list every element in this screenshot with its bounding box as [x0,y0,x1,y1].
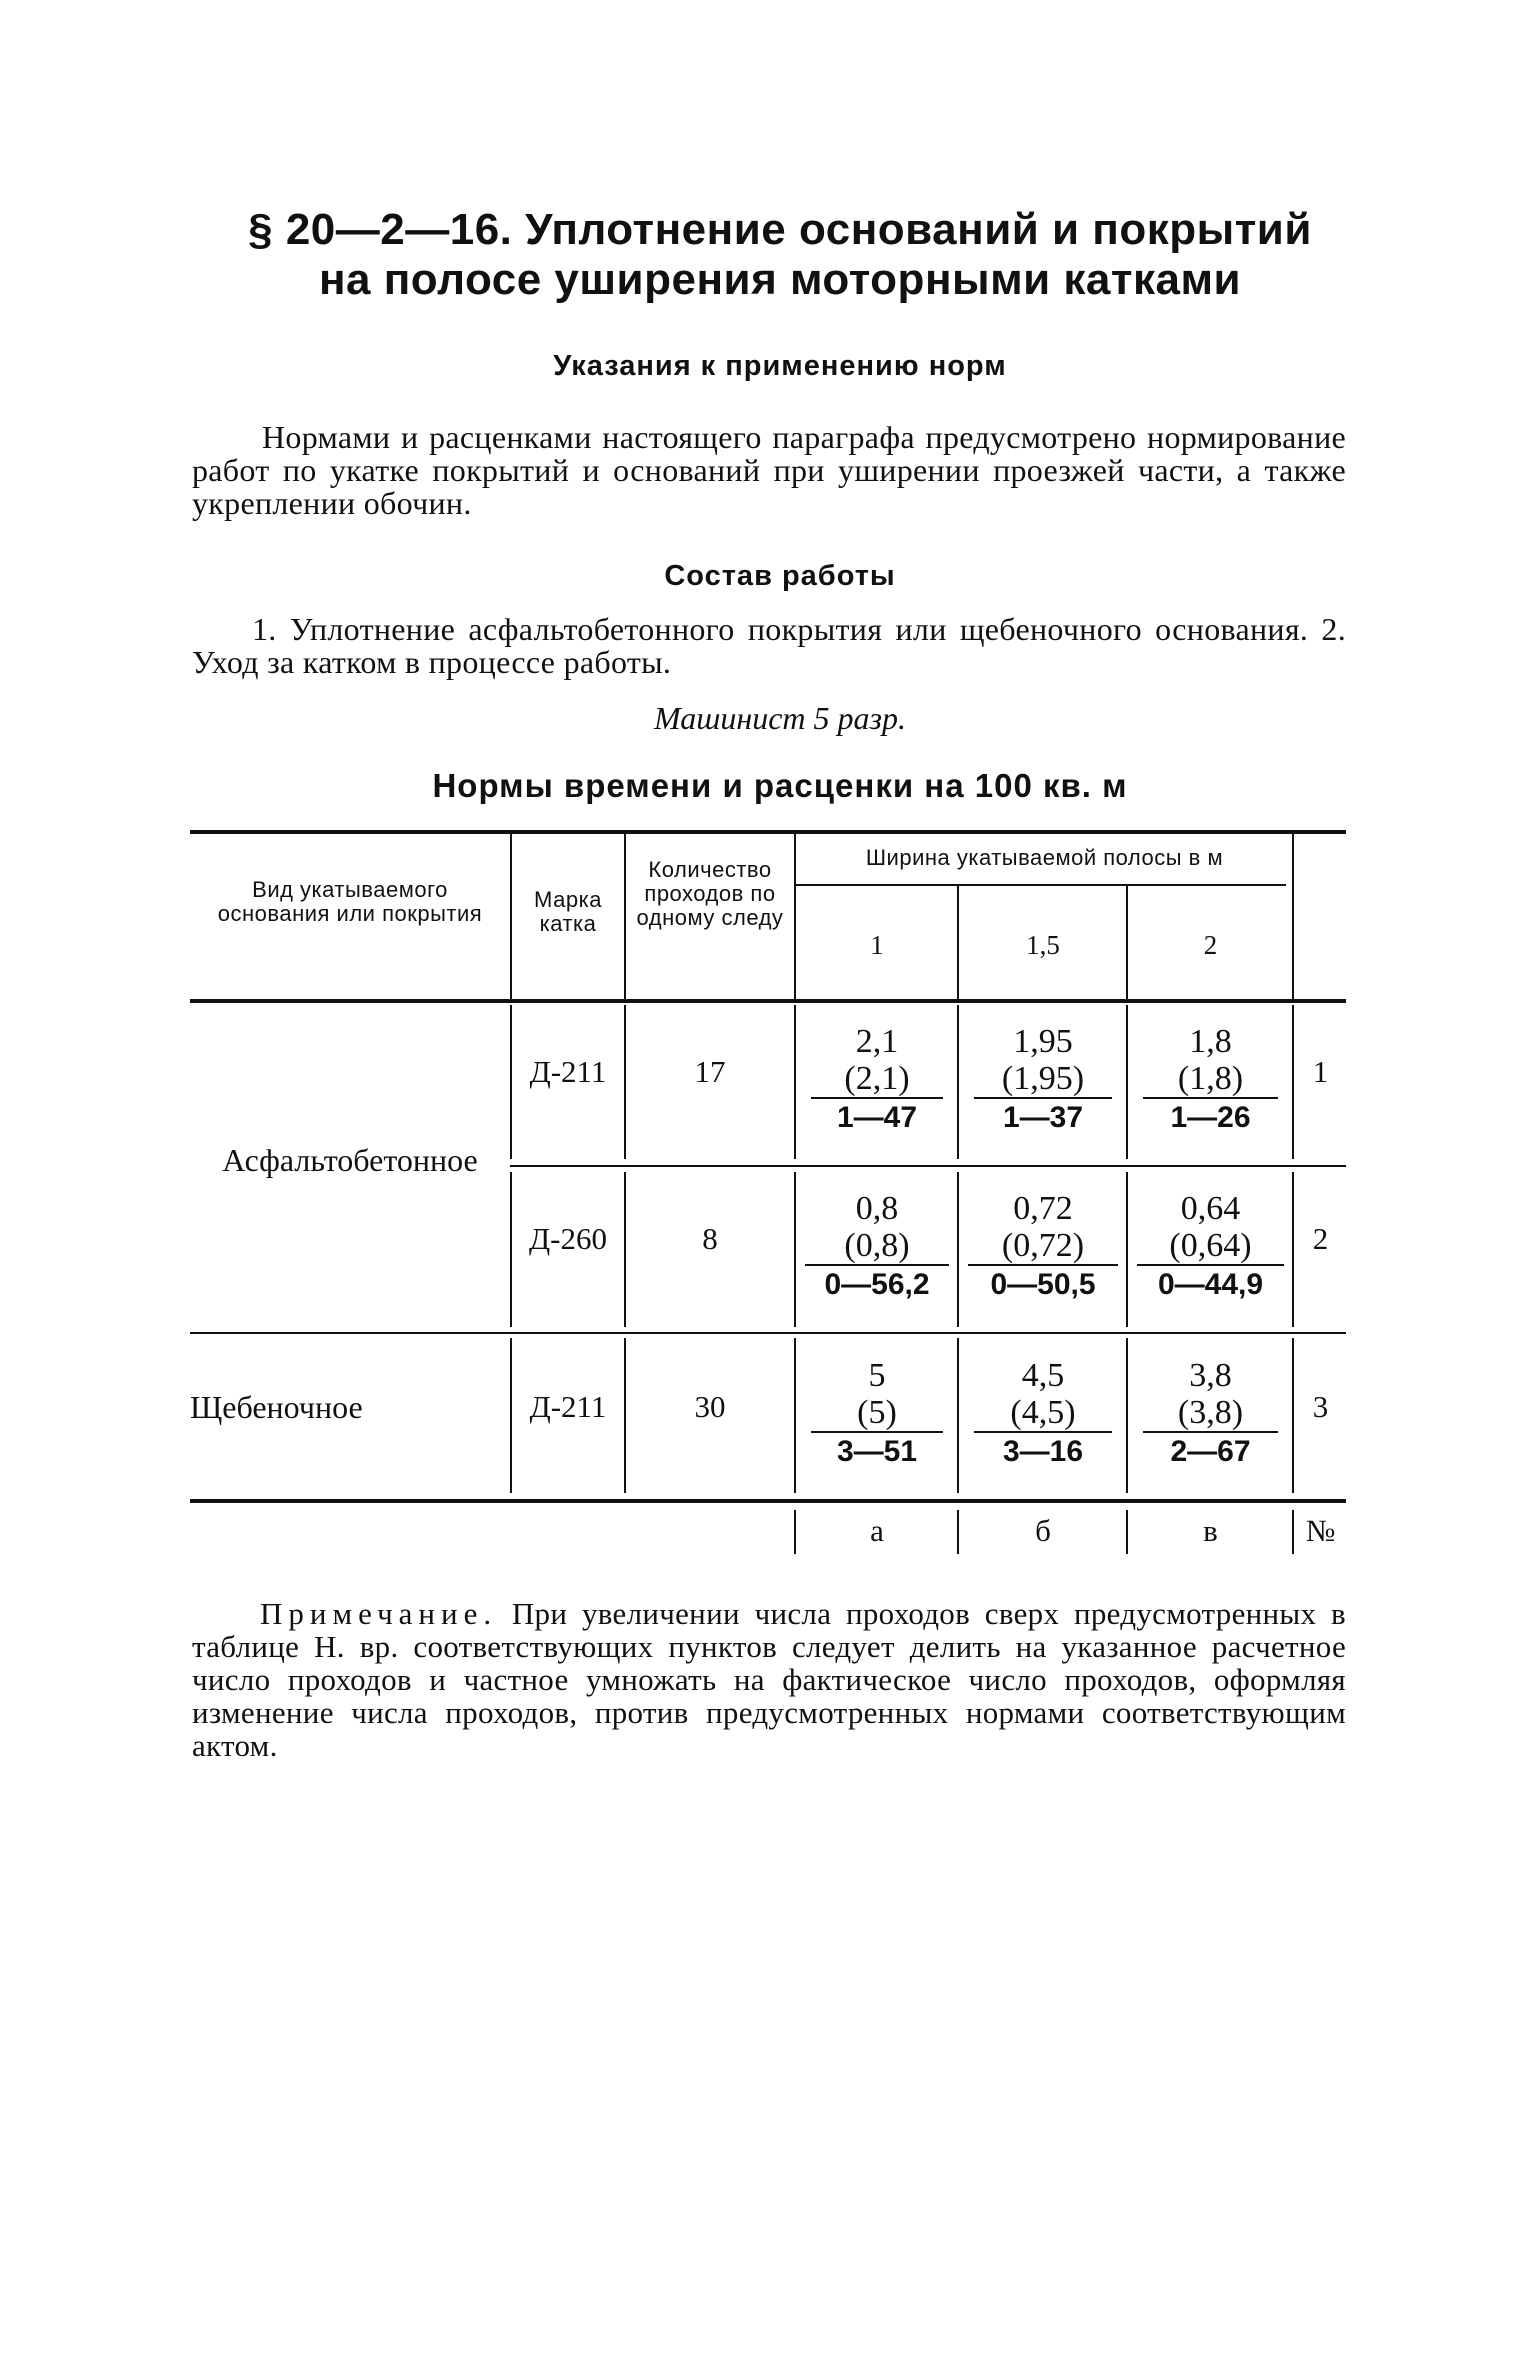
norm-value: 1,8 [1189,1023,1232,1060]
note-label: Примечание. [260,1596,498,1631]
norm-value: 4,5 [1021,1357,1065,1394]
norm-alt-value: (0,72) [1001,1227,1085,1264]
table-title: Нормы времени и расценки на 100 кв. м [432,767,1128,804]
price-value: 1—37 [974,1097,1112,1136]
norm-value: 2,1 [855,1023,899,1060]
vline-r1-3 [794,1005,796,1159]
price-value: 0—44,9 [1137,1264,1284,1303]
vline-r1-5 [1126,1005,1128,1159]
norm-alt-value: (0,64) [1169,1227,1252,1264]
row3-cell-c [1129,1357,1292,1470]
vline-r3-6 [1292,1338,1294,1493]
row3-num: 3 [1312,1389,1329,1424]
footer-num: № [1305,1513,1336,1548]
footer-col-a: а [870,1513,884,1548]
row1-cell-b [960,1023,1126,1136]
row1-num: 1 [1312,1054,1329,1089]
row2-cell-a [797,1190,957,1303]
price-value: 2—67 [1143,1431,1278,1470]
instructions-heading: Указания к применению норм [553,350,1007,382]
row3-brand: Д-211 [529,1389,607,1424]
row3-passes: 30 [694,1389,726,1424]
note-text: При увеличении числа проходов сверх предусмотренных в таблице Н. вр. соответствующих пунктов следует делить на указанное расчетное число проходов и частное умножать на фактическое число проходов, оформляя изменение числа проходов, против предусмотренных нормами соответствующим актом. [192,1596,1346,1763]
vline-header-2 [624,832,626,999]
table-top-rule [190,830,1346,834]
row2-cell-c [1129,1190,1292,1303]
group-label-asphalt: Асфальтобетонное [222,1142,478,1178]
section-title-line2: на полосе уширения моторными катками [318,255,1242,304]
header-width-group: Ширина укатываемой полосы в м [865,845,1224,870]
table-bottom-rule [190,1499,1346,1503]
vline-r2-4 [957,1172,959,1327]
width-group-rule [796,884,1286,886]
price-value: 1—47 [811,1097,943,1136]
vline-footer-3 [1126,1510,1128,1554]
vline-r2-5 [1126,1172,1128,1327]
row2-cell-b [960,1190,1126,1303]
vline-r3-5 [1126,1338,1128,1493]
norm-value: 1,95 [1013,1023,1073,1060]
row1-brand: Д-211 [529,1054,607,1089]
vline-header-5 [1126,886,1128,999]
vline-r2-2 [624,1172,626,1327]
vline-header-6 [1292,832,1294,999]
norm-value: 0,64 [1180,1190,1241,1227]
header-width-2: 1,5 [1026,930,1060,960]
norm-alt-value: (2,1) [844,1060,910,1097]
work-text-body: 1. Уплотнение асфальтобетонного покрытия или щебеночного основания. 2. Уход за катком в процессе работы. [192,611,1346,680]
row1-passes: 17 [694,1054,726,1089]
header-bottom-rule [190,999,1346,1003]
work-heading: Состав работы [664,560,896,592]
header-width-3: 2 [1203,930,1218,960]
vline-r2-6 [1292,1172,1294,1327]
row2-brand: Д-260 [529,1221,607,1256]
row1-bottom-rule [510,1165,1346,1167]
vline-footer-2 [957,1510,959,1554]
price-value: 3—16 [974,1431,1112,1470]
worker-grade: Машинист 5 разр. [653,700,907,736]
row2-passes: 8 [702,1221,718,1256]
norm-alt-value: (1,95) [1001,1060,1085,1097]
norm-alt-value: (1,8) [1177,1060,1244,1097]
price-value: 3—51 [811,1431,943,1470]
norm-alt-value: (0,8) [844,1227,910,1264]
header-type: Вид укатываемого основания или покрытия [217,877,483,926]
vline-r1-6 [1292,1005,1294,1159]
vline-r3-4 [957,1338,959,1493]
vline-header-3 [794,832,796,999]
row3-cell-b [960,1357,1126,1470]
norm-value: 5 [868,1357,886,1394]
vline-footer-1 [794,1510,796,1554]
section-title-line1: § 20—2—16. Уплотнение оснований и покрытий [248,205,1312,254]
group-label-gravel: Щебеночное [190,1389,363,1425]
price-value: 0—50,5 [968,1264,1118,1303]
note [192,1597,1346,1762]
norm-alt-value: (4,5) [1010,1394,1076,1431]
vline-header-4 [957,886,959,999]
norm-alt-value: (5) [857,1394,897,1431]
header-brand: Марка катка [534,887,602,936]
price-value: 0—56,2 [805,1264,949,1303]
vline-r1-4 [957,1005,959,1159]
row1-cell-c [1129,1023,1292,1136]
vline-r3-3 [794,1338,796,1493]
vline-r2-3 [794,1172,796,1327]
price-value: 1—26 [1143,1097,1278,1136]
group1-bottom-rule [190,1332,1346,1334]
footer-col-c: в [1203,1513,1218,1548]
norm-value: 0,8 [855,1190,899,1227]
footer-col-b: б [1035,1513,1051,1548]
header-width-1: 1 [870,930,884,960]
vline-r1-2 [624,1005,626,1159]
vline-footer-4 [1292,1510,1294,1554]
row1-cell-a [797,1023,957,1136]
norm-value: 3,8 [1189,1357,1232,1394]
row3-cell-a [797,1357,957,1470]
instructions-text-body: Нормами и расценками настоящего параграфа предусмотрено нормирование работ по укатке покрытий и оснований при уширении проезжей части, а также укреплении обочин. [192,419,1346,521]
vline-r3-2 [624,1338,626,1493]
row2-num: 2 [1312,1221,1329,1256]
header-passes: Количество проходов по одному следу [636,857,784,930]
norm-value: 0,72 [1013,1190,1073,1227]
norm-alt-value: (3,8) [1177,1394,1244,1431]
